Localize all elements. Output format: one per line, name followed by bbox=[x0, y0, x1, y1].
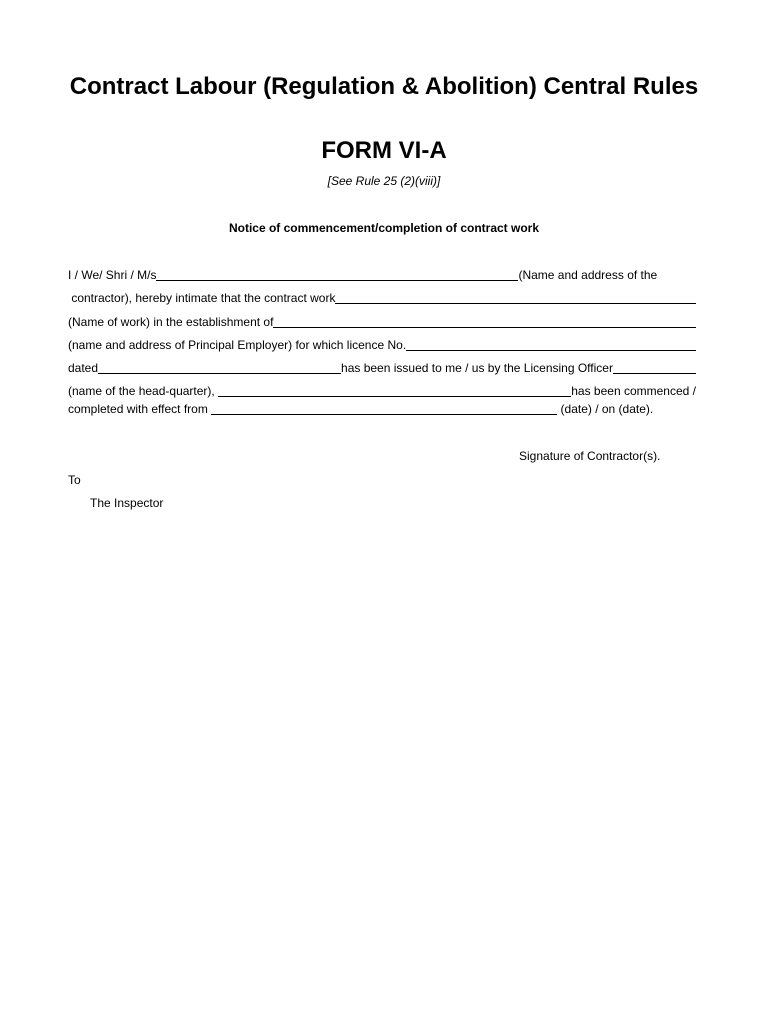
form-line-dated bbox=[68, 360, 696, 376]
form-line-head-quarter bbox=[68, 383, 696, 399]
effect-label: completed with effect from bbox=[68, 402, 212, 416]
commenced-label: has been commenced / bbox=[571, 384, 696, 398]
document-title: Contract Labour (Regulation & Abolition) Central Rules bbox=[69, 73, 699, 100]
date-hint: (date) / on (date). bbox=[557, 402, 654, 416]
licence-number-field[interactable] bbox=[406, 338, 696, 351]
establishment-label: (Name of work) in the establishment of bbox=[68, 315, 274, 329]
licensing-officer-field[interactable] bbox=[613, 361, 696, 374]
form-number: FORM VI-A bbox=[321, 137, 447, 164]
signature-label: Signature of Contractor(s). bbox=[519, 449, 661, 463]
contract-work-label: contractor), hereby intimate that the contract work bbox=[68, 291, 336, 305]
form-line-contractor bbox=[68, 267, 696, 283]
to-label: To bbox=[68, 473, 81, 487]
form-line-licence bbox=[68, 337, 696, 353]
contractor-name-field[interactable] bbox=[156, 268, 518, 281]
notice-title: Notice of commencement/completion of contract work bbox=[228, 221, 540, 235]
rule-reference: [See Rule 25 (2)(viii)] bbox=[327, 174, 441, 188]
effect-date-field[interactable] bbox=[211, 402, 557, 415]
addressee-label: The Inspector bbox=[90, 496, 164, 510]
head-quarter-field[interactable] bbox=[218, 384, 571, 397]
form-line-establishment bbox=[68, 314, 696, 330]
form-line-contract-work bbox=[68, 290, 696, 306]
head-quarter-label: (name of the head-quarter), bbox=[68, 384, 219, 398]
dated-label: dated bbox=[68, 361, 99, 375]
contract-work-field[interactable] bbox=[335, 291, 696, 304]
form-line-effect-date bbox=[68, 401, 696, 417]
dated-field[interactable] bbox=[98, 361, 341, 374]
contractor-label: I / We/ Shri / M/s bbox=[68, 268, 157, 282]
establishment-field[interactable] bbox=[273, 315, 696, 328]
contractor-hint: (Name and address of the bbox=[518, 268, 658, 282]
licensing-officer-label: has been issued to me / us by the Licensing Officer bbox=[341, 361, 613, 375]
licence-label: (name and address of Principal Employer) for which licence No. bbox=[68, 338, 407, 352]
